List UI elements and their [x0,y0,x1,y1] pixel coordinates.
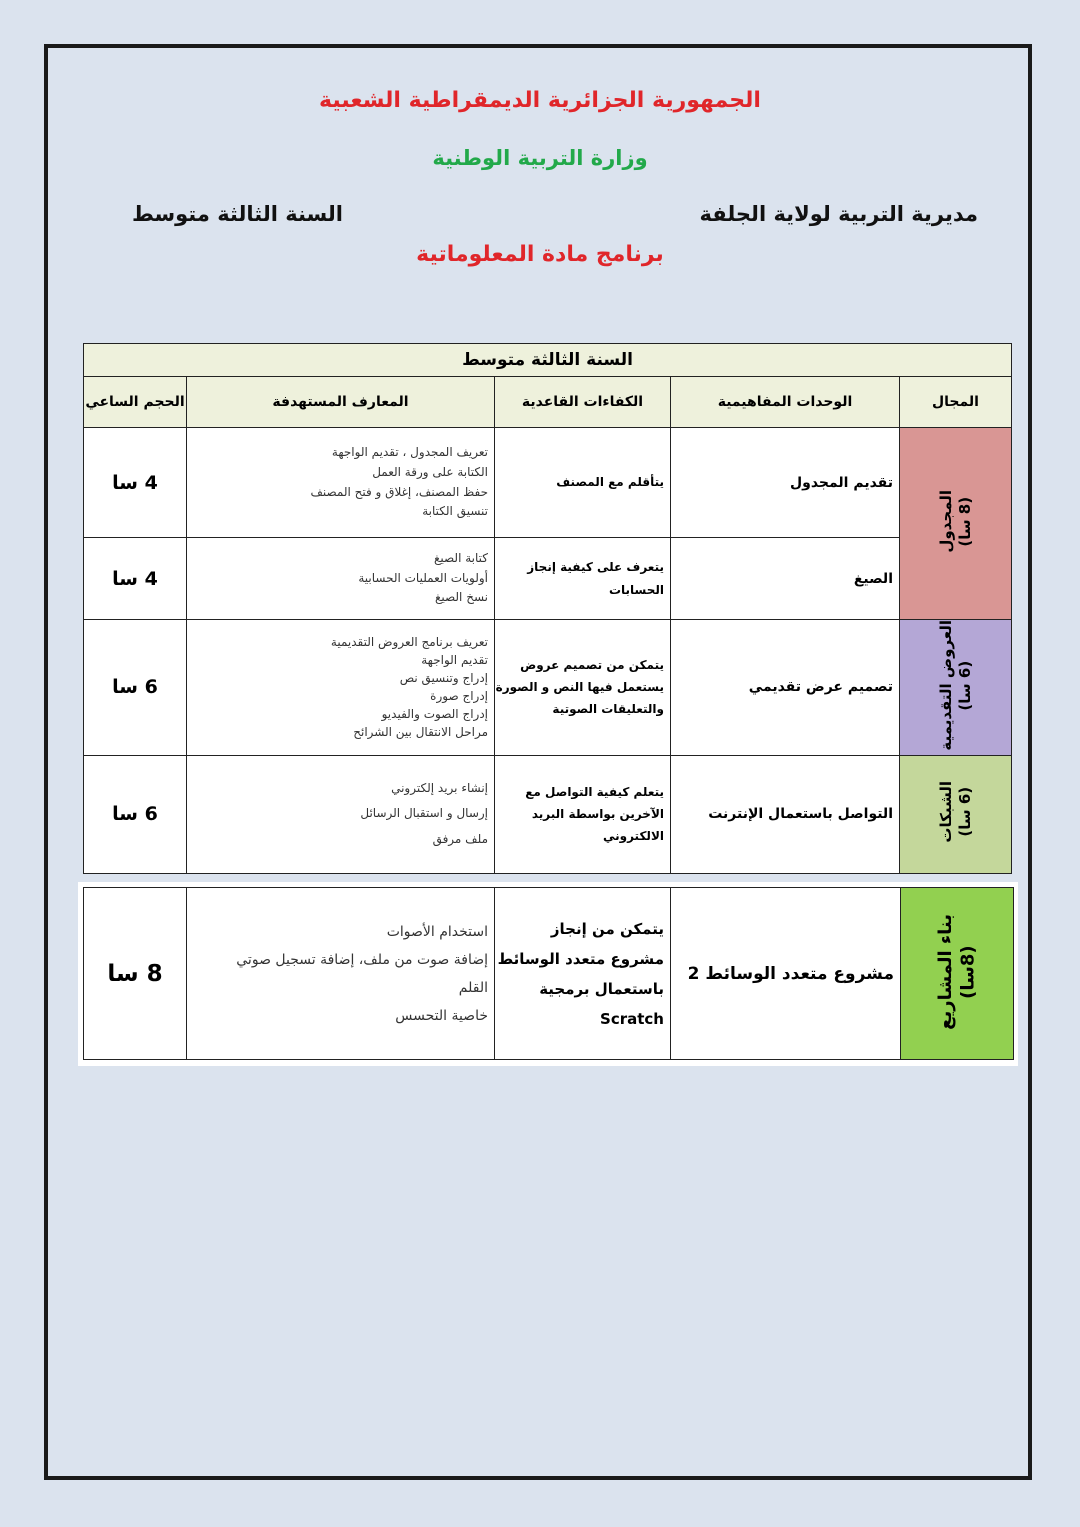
domain-label: الشبكات [936,781,955,843]
knowledge-item: إنشاء بريد إلكتروني [391,781,488,796]
knowledge-item: حفظ المصنف، إغلاق و فتح المصنف [310,484,488,499]
row-knowledge [187,755,495,873]
project-unit: مشروع متعدد الوسائط 2 [671,888,901,1060]
table-row [84,428,1012,538]
header-domain: المجال [900,377,1012,428]
row-knowledge [187,538,495,620]
domain-hours: (8سا) [957,944,978,999]
project-knowledge [187,888,495,1060]
table-row [84,888,1014,1060]
row-unit: الصيغ [671,538,900,620]
knowledge-item: نسخ الصيغ [434,590,488,605]
knowledge-item: ملف مرفق [432,831,488,846]
knowledge-item: تقديم الواجهة [421,653,488,668]
knowledge-item: تنسيق الكتابة [422,504,488,519]
row-knowledge [187,428,495,538]
table-row [84,620,1012,756]
project-table [83,887,1014,1060]
knowledge-item: أولويات العمليات الحسابية [358,570,488,585]
knowledge-item: إضافة صوت من ملف، إضافة تسجيل صوتي [236,951,488,968]
directorate-title: مديرية التربية لولاية الجلفة [699,202,978,226]
header-hours: الحجم الساعي [84,377,187,428]
domain-label: المجدول [936,490,955,553]
row-competency: يتأقلم مع المصنف [495,428,671,538]
row-hours: 6 سا [84,755,187,873]
domain-networks [900,755,1012,873]
knowledge-item: خاصية التحسس [395,1007,488,1024]
knowledge-item: القلم [458,979,488,996]
table-row [84,755,1012,873]
domain-label: العروض التقديمية [936,620,955,751]
level-title: السنة الثالثة متوسط [132,202,343,226]
table-row [84,538,1012,620]
row-knowledge [187,620,495,756]
knowledge-item: إدراج صورة [430,689,488,704]
program-title: برنامج مادة المعلوماتية [416,242,664,267]
domain-hours: (6 سا) [955,660,974,711]
domain-hours: (6 سا) [955,787,974,837]
knowledge-item: إدراج وتنسيق نص [399,671,488,686]
row-hours: 6 سا [84,620,187,756]
header-units: الوحدات المفاهيمية [671,377,900,428]
row-competency: يتعرف على كيفية إنجاز الحسابات [495,538,671,620]
knowledge-item: كتابة الصيغ [434,550,488,565]
table-header-row [84,377,1012,428]
domain-spreadsheet [900,428,1012,620]
row-competency: يتمكن من تصميم عروض يستعمل فيها النص و الصورة والتعليقات الصوتية [495,620,671,756]
republic-title: الجمهورية الجزائرية الديمقراطية الشعبية [319,88,761,113]
ministry-title: وزارة التربية الوطنية [432,146,648,170]
row-hours: 4 سا [84,538,187,620]
knowledge-item: الكتابة على ورقة العمل [372,464,488,479]
domain-projects [901,888,1014,1060]
row-unit: تصميم عرض تقديمي [671,620,900,756]
header-competencies: الكفاءات القاعدية [495,377,671,428]
row-unit: التواصل باستعمال الإنترنت [671,755,900,873]
project-competency: يتمكن من إنجاز مشروع متعدد الوسائط باستعمال برمجية Scratch [495,888,671,1060]
table-title: السنة الثالثة متوسط [84,344,1012,377]
row-competency: يتعلم كيفية التواصل مع الآخرين بواسطة البريد الالكتروني [495,755,671,873]
row-hours: 4 سا [84,428,187,538]
knowledge-item: تعريف برنامج العروض التقديمية [330,635,488,650]
domain-presentation [900,620,1012,756]
knowledge-item: مراحل الانتقال بين الشرائح [353,725,488,740]
project-hours: 8 سا [84,888,187,1060]
knowledge-item: تعريف المجدول ، تقديم الواجهة [331,444,488,459]
domain-label: بناء المشاريع [934,913,956,1030]
domain-hours: (8 سا) [955,496,974,547]
row-unit: تقديم المجدول [671,428,900,538]
knowledge-item: استخدام الأصوات [386,923,488,940]
knowledge-item: إدراج الصوت والفيديو [381,707,488,722]
header-knowledge: المعارف المستهدفة [187,377,495,428]
curriculum-table [83,343,1012,874]
knowledge-item: إرسال و استقبال الرسائل [360,806,488,821]
